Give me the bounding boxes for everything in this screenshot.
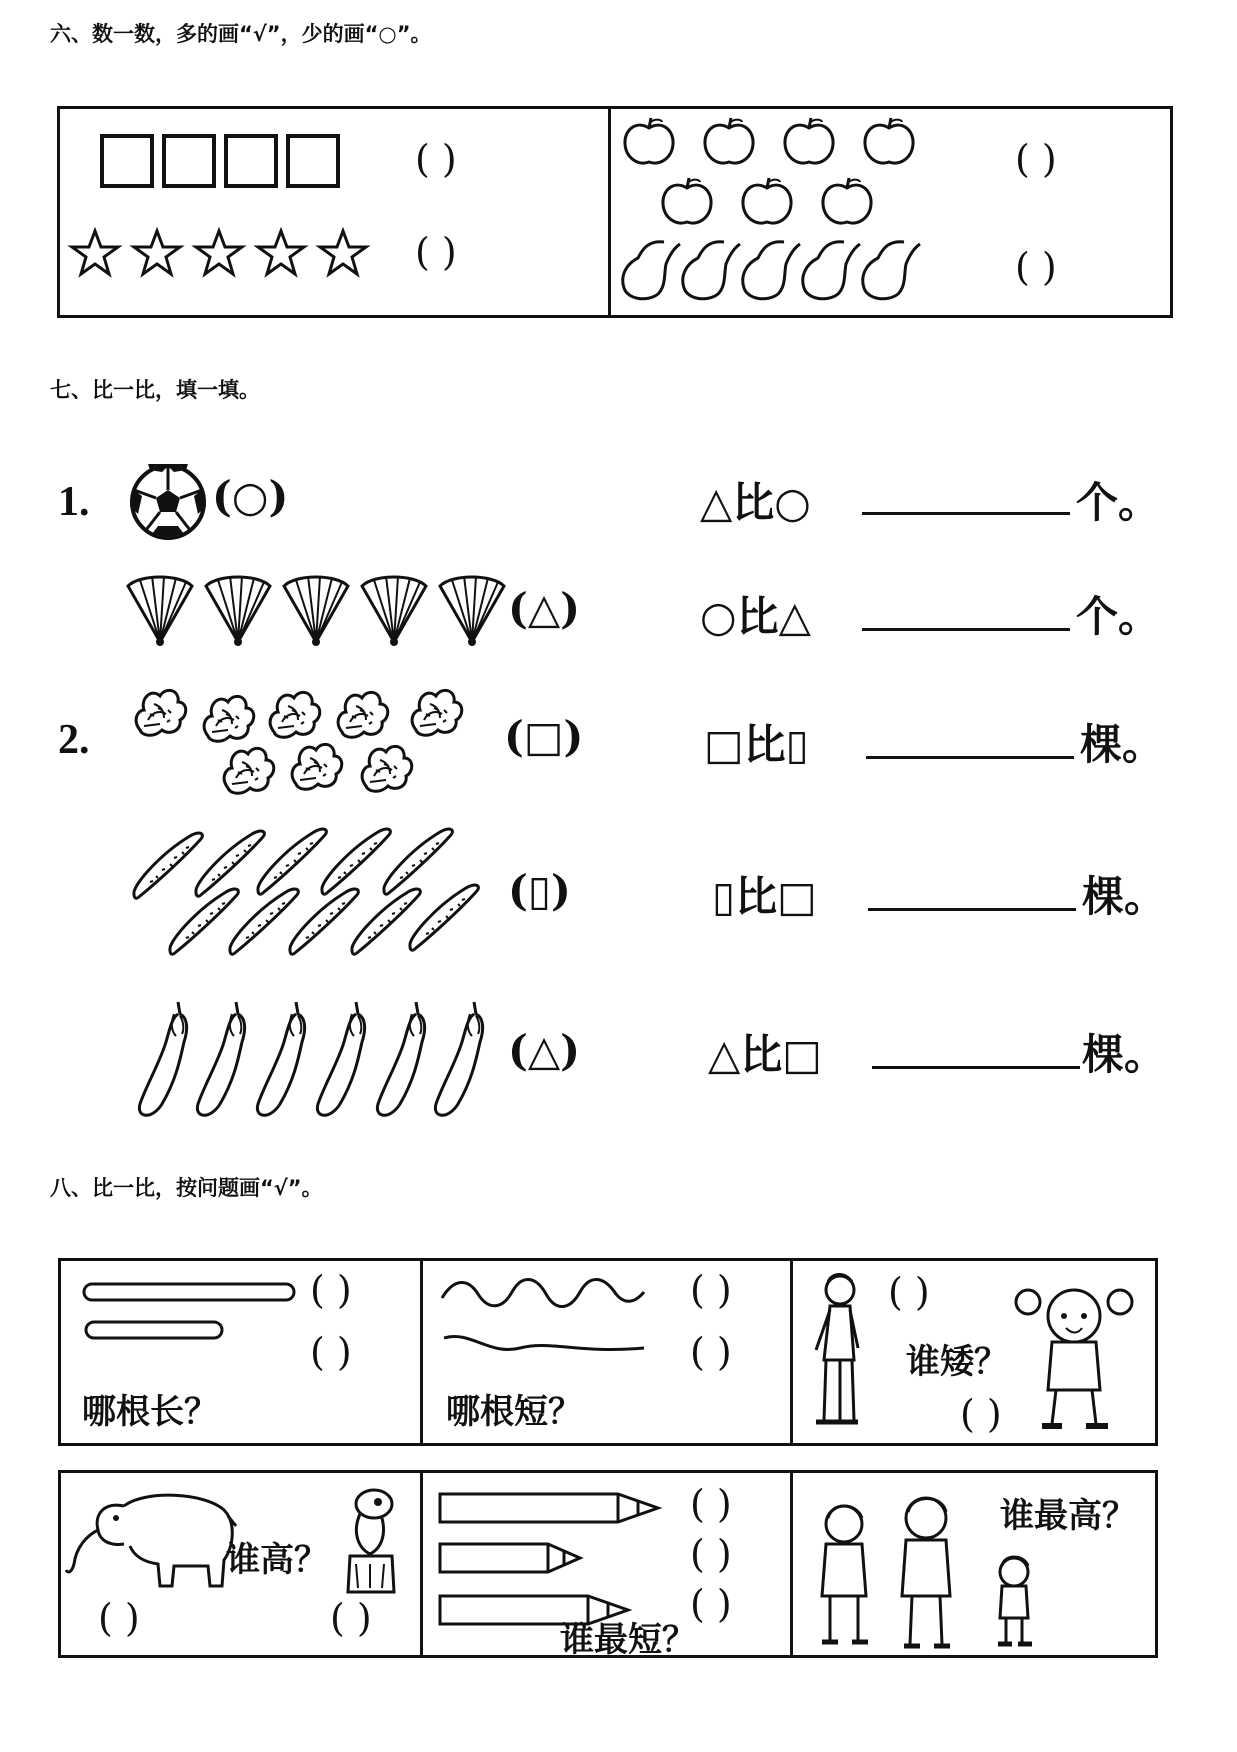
cucumber-icon [322,829,390,894]
q1-compare-1: △比○ [700,478,811,527]
square-icon [226,136,276,186]
question-which-long: 哪根长？ [82,1392,218,1432]
elephant-figure [64,1486,234,1596]
row-1-divider-1 [420,1258,423,1446]
q1-unit-2: 个。 [1076,592,1161,641]
apple-icon [625,118,673,163]
eggplants-group [136,1000,506,1130]
question-which-short: 哪根短？ [446,1392,582,1432]
q2-unit-2: 棵。 [1082,872,1167,921]
cucumber-icon [258,829,326,894]
apple-icon [823,178,871,223]
square-icon [288,136,338,186]
cabbages-group [130,680,490,800]
pear-icon [683,242,740,299]
wavy-line-long [442,1279,644,1306]
square-icon [102,136,152,186]
answer-paren-elephant[interactable]: ( ) [98,1596,140,1640]
answer-paren-wavy-1[interactable]: ( ) [690,1268,732,1312]
cucumbers-group [130,828,510,958]
answer-paren-bird[interactable]: ( ) [330,1596,372,1640]
cucumber-icon [230,889,298,954]
row-1-divider-2 [790,1258,793,1446]
answer-paren-short-stick[interactable]: ( ) [310,1330,352,1374]
q2-answer-line-1[interactable] [866,756,1074,759]
q2-answer-line-3[interactable] [872,1066,1080,1069]
pear-icon [803,242,860,299]
question-who-tallest: 谁最高？ [1000,1496,1136,1536]
square-icon [164,136,214,186]
answer-paren-apples[interactable]: ( ) [1015,137,1057,181]
answer-paren-stars[interactable]: ( ) [415,230,457,274]
squares-row [98,132,348,190]
pears-row [618,236,938,306]
star-icon [72,231,118,274]
eggplant-icon [377,1002,424,1115]
fan-icon [206,576,270,646]
apple-icon [743,178,791,223]
section-6-title: 六、数一数，多的画“√”，少的画“○”。 [50,22,432,46]
question-who-shortest: 谁最短？ [560,1620,696,1660]
cabbage-icon [136,690,186,735]
fan-icon [440,576,504,646]
answer-paren-pears[interactable]: ( ) [1015,245,1057,289]
short-girl-figure [1012,1280,1142,1430]
q2-answer-line-2[interactable] [868,908,1076,911]
tall-boy-figure [806,1270,866,1430]
answer-paren-long-stick[interactable]: ( ) [310,1268,352,1312]
star-icon [258,231,304,274]
cabbage-icon [362,746,412,791]
short-pencil [440,1544,580,1572]
q2-compare-3: △比□ [708,1030,822,1079]
stars-row [70,228,380,280]
answer-paren-wavy-2[interactable]: ( ) [690,1330,732,1374]
eggplant-shape-label: (△) [508,1026,581,1075]
fan-icon [284,576,348,646]
cabbage-icon [204,696,254,741]
q1-compare-2: ○比△ [700,592,811,641]
short-stick [86,1322,222,1338]
q1-answer-line-2[interactable] [862,628,1070,631]
cucumber-icon [196,831,264,896]
answer-paren-pencil-2[interactable]: ( ) [690,1532,732,1576]
eggplant-icon [197,1002,244,1115]
cucumber-icon [170,889,238,954]
section-6-divider [608,106,611,315]
star-icon [196,231,242,274]
cabbage-shape-label: (□) [504,712,584,761]
apple-icon [663,178,711,223]
long-pencil [440,1494,658,1522]
wavy-line-short [444,1336,644,1349]
pear-icon [743,242,800,299]
cucumber-icon [134,833,202,898]
q2-compare-1: □比▯ [704,720,809,769]
question-2-number: 2. [58,717,90,763]
eggplant-icon [139,1002,186,1115]
star-icon [134,231,180,274]
long-stick [84,1284,294,1300]
cucumber-shape-label: (▯) [508,866,571,915]
q2-unit-3: 棵。 [1082,1030,1167,1079]
eggplant-icon [317,1002,364,1115]
question-who-tall: 谁高？ [226,1540,328,1580]
apples-group [622,114,932,234]
bird-on-stump-figure [330,1484,410,1604]
q2-compare-2: ▯比□ [712,872,817,921]
row-2-divider-1 [420,1470,423,1658]
ball-shape-label: (○) [212,472,289,521]
soccer-ball-icon [128,462,208,542]
sticks-group [82,1282,302,1342]
apple-icon [705,118,753,163]
q1-unit-1: 个。 [1076,478,1161,527]
question-who-short: 谁矮？ [906,1342,1008,1382]
q1-answer-line-1[interactable] [862,512,1070,515]
row-2-divider-2 [790,1470,793,1658]
answer-paren-squares[interactable]: ( ) [415,137,457,181]
eggplant-icon [257,1002,304,1115]
cabbage-icon [292,744,342,789]
apple-icon [785,118,833,163]
fan-shape-label: (△) [508,584,581,633]
cabbage-icon [224,748,274,793]
apple-icon [865,118,913,163]
q2-unit-1: 棵。 [1080,720,1165,769]
wavy-lines-group [440,1272,650,1362]
pear-icon [863,242,920,299]
section-7-title: 七、比一比，填一填。 [50,378,260,402]
answer-paren-pencil-3[interactable]: ( ) [690,1582,732,1626]
fan-icon [128,576,192,646]
answer-paren-girl[interactable]: ( ) [960,1392,1002,1436]
fan-icon [362,576,426,646]
cabbage-icon [338,692,388,737]
cucumber-icon [384,829,452,894]
pear-icon [623,242,680,299]
section-8-title: 八、比一比，按问题画“√”。 [50,1176,323,1200]
answer-paren-pencil-1[interactable]: ( ) [690,1482,732,1526]
cabbage-icon [270,692,320,737]
star-icon [320,231,366,274]
question-1-number: 1. [58,479,90,525]
fans-row [124,570,514,650]
eggplant-icon [435,1002,482,1115]
cucumber-icon [290,889,358,954]
answer-paren-boy[interactable]: ( ) [888,1270,930,1314]
cabbage-icon [412,690,462,735]
